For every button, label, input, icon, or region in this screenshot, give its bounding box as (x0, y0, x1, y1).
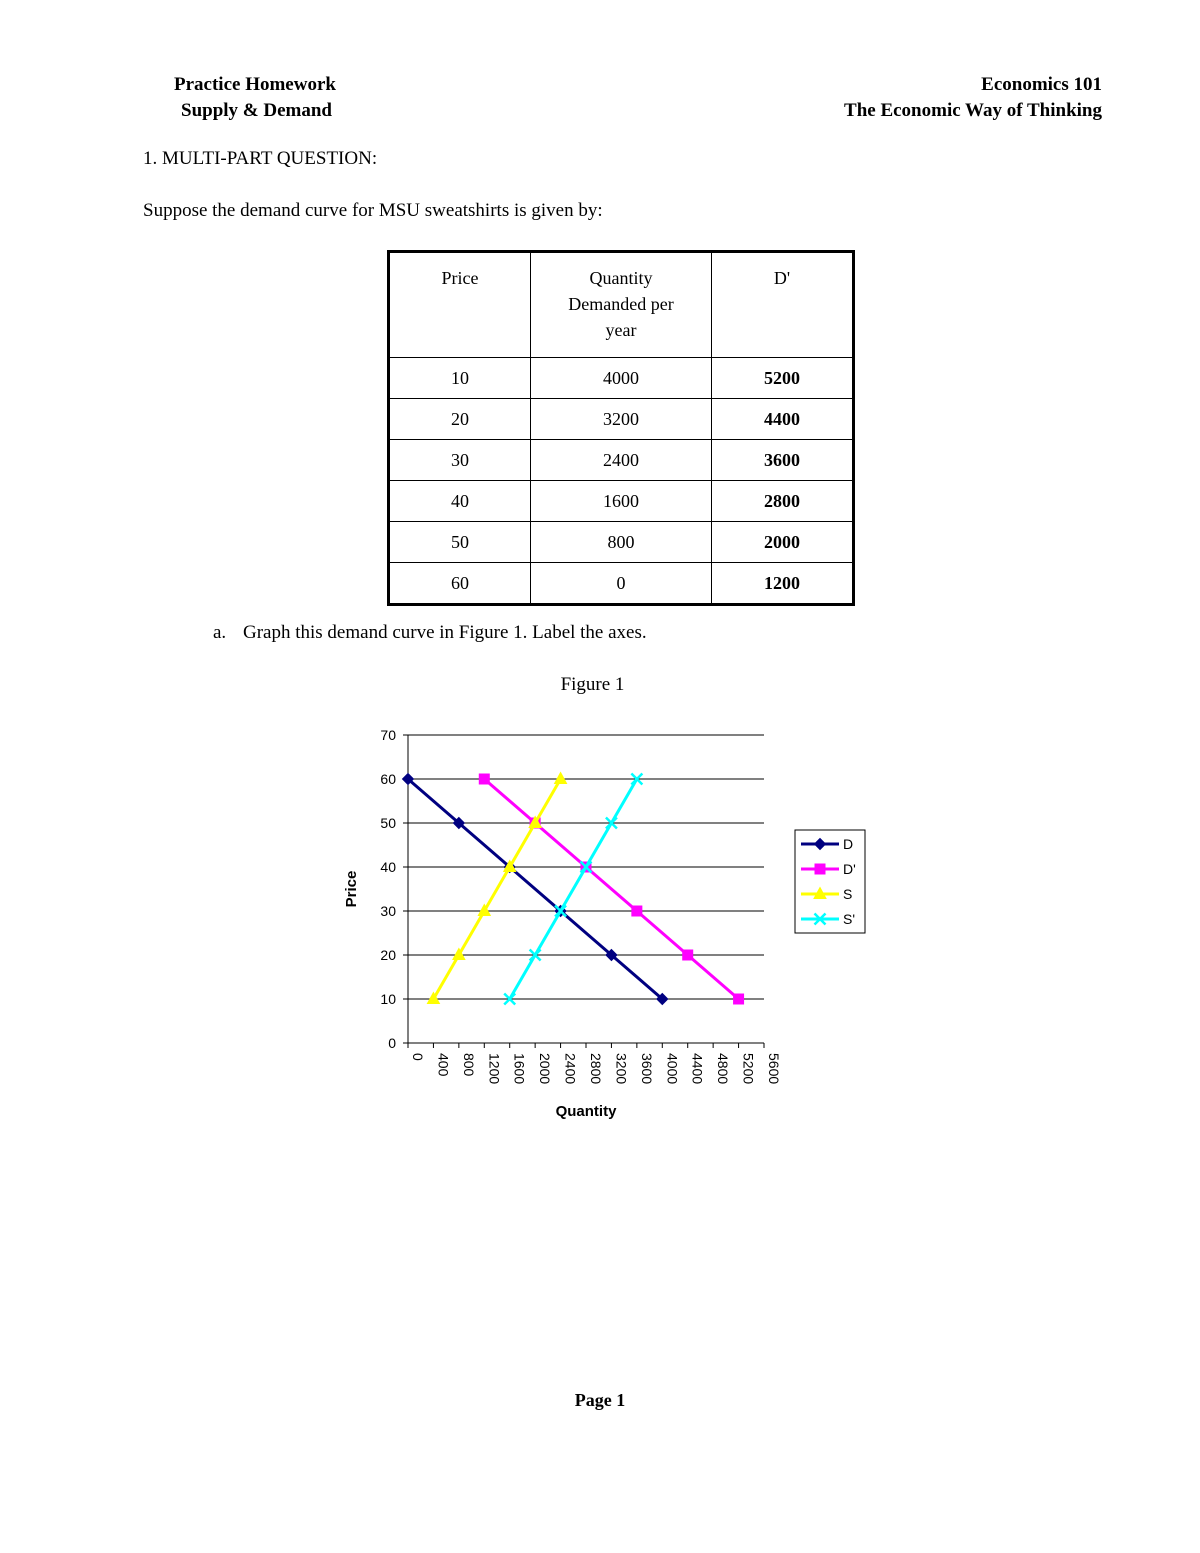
cell-d-prime: 2000 (712, 522, 854, 563)
cell-price: 30 (389, 440, 531, 481)
x-axis-title: Quantity (555, 1103, 617, 1120)
x-tick-label: 5600 (766, 1053, 782, 1085)
part-a-label: a. (213, 622, 227, 643)
cell-d-prime: 1200 (712, 563, 854, 605)
header-quantity (531, 252, 712, 358)
table-header-row (389, 252, 854, 358)
y-axis-title: Price (343, 870, 360, 908)
header-course-title: Practice Homework (174, 74, 336, 95)
cell-price: 40 (389, 481, 531, 522)
header-topic: Supply & Demand (181, 100, 332, 121)
x-tick-label: 3200 (613, 1053, 630, 1085)
y-tick-label: 50 (380, 815, 396, 831)
question-intro: Suppose the demand curve for MSU sweatshirts is given by: (143, 200, 603, 221)
series-line (433, 779, 560, 999)
x-tick-label: 4400 (689, 1053, 706, 1085)
cell-price: 60 (389, 563, 531, 605)
table-row (389, 522, 854, 563)
cell-quantity: 0 (531, 563, 712, 605)
header-price: Price (389, 252, 531, 358)
cell-price: 10 (389, 358, 531, 399)
y-tick-label: 20 (380, 947, 396, 963)
series-line (408, 779, 662, 999)
table-row (389, 563, 854, 605)
legend-label: S' (843, 911, 856, 927)
question-title: 1. MULTI-PART QUESTION: (143, 148, 378, 169)
x-tick-label: 5200 (740, 1053, 757, 1085)
series-line (510, 779, 637, 999)
cell-quantity: 4000 (531, 358, 712, 399)
x-tick-label: 400 (435, 1053, 452, 1077)
header-quantity-text: Quantity Demanded per year (568, 268, 674, 340)
y-tick-label: 0 (388, 1035, 396, 1051)
legend (795, 830, 865, 933)
data-point (479, 774, 489, 784)
figure-title: Figure 1 (560, 674, 625, 695)
legend-label: D' (843, 861, 856, 877)
cell-d-prime: 2800 (712, 481, 854, 522)
x-tick-label: 4000 (664, 1053, 681, 1085)
series-4 (504, 774, 642, 1005)
cell-d-prime: 5200 (712, 358, 854, 399)
x-tick-label: 1600 (511, 1053, 528, 1085)
series-2 (479, 774, 743, 1004)
x-tick-label: 1200 (486, 1053, 503, 1085)
cell-quantity: 2400 (531, 440, 712, 481)
cell-quantity: 3200 (531, 399, 712, 440)
x-tick-label: 2000 (537, 1053, 554, 1085)
x-tick-label: 800 (460, 1053, 477, 1077)
header-d-prime: D' (712, 252, 854, 358)
y-tick-label: 40 (380, 859, 396, 875)
y-tick-label: 10 (380, 991, 396, 1007)
legend-marker (815, 864, 825, 874)
part-a-text: Graph this demand curve in Figure 1. Label the axes. (243, 622, 647, 643)
page-number: Page 1 (574, 1390, 626, 1410)
x-tick-label: 4800 (715, 1053, 732, 1085)
y-tick-label: 60 (380, 771, 396, 787)
x-tick-label: 2400 (562, 1053, 579, 1085)
cell-price: 20 (389, 399, 531, 440)
table-row (389, 481, 854, 522)
demand-table (387, 250, 855, 606)
figure-1-chart (330, 715, 890, 1135)
header-course-subtitle: The Economic Way of Thinking (844, 100, 1102, 121)
table-body (389, 358, 854, 605)
data-point (683, 950, 693, 960)
data-point (555, 773, 567, 784)
cell-d-prime: 3600 (712, 440, 854, 481)
header-left (174, 72, 336, 124)
x-tick-label: 3600 (638, 1053, 655, 1085)
x-tick-label: 2800 (588, 1053, 604, 1085)
y-tick-label: 30 (380, 903, 396, 919)
cell-d-prime: 4400 (712, 399, 854, 440)
y-tick-label: 70 (380, 727, 396, 743)
part-a (213, 622, 647, 644)
header-course-code: Economics 101 (981, 74, 1102, 95)
cell-quantity: 800 (531, 522, 712, 563)
cell-price: 50 (389, 522, 531, 563)
legend-label: S (843, 886, 853, 902)
series-1 (403, 774, 668, 1005)
cell-quantity: 1600 (531, 481, 712, 522)
table-row (389, 399, 854, 440)
x-tick-label: 0 (410, 1053, 426, 1061)
series-line (484, 779, 738, 999)
header-right (844, 72, 1102, 124)
table-row (389, 358, 854, 399)
table-row (389, 440, 854, 481)
series-3 (427, 773, 566, 1004)
legend-label: D (843, 836, 854, 852)
data-point (734, 994, 744, 1004)
data-point (632, 906, 642, 916)
